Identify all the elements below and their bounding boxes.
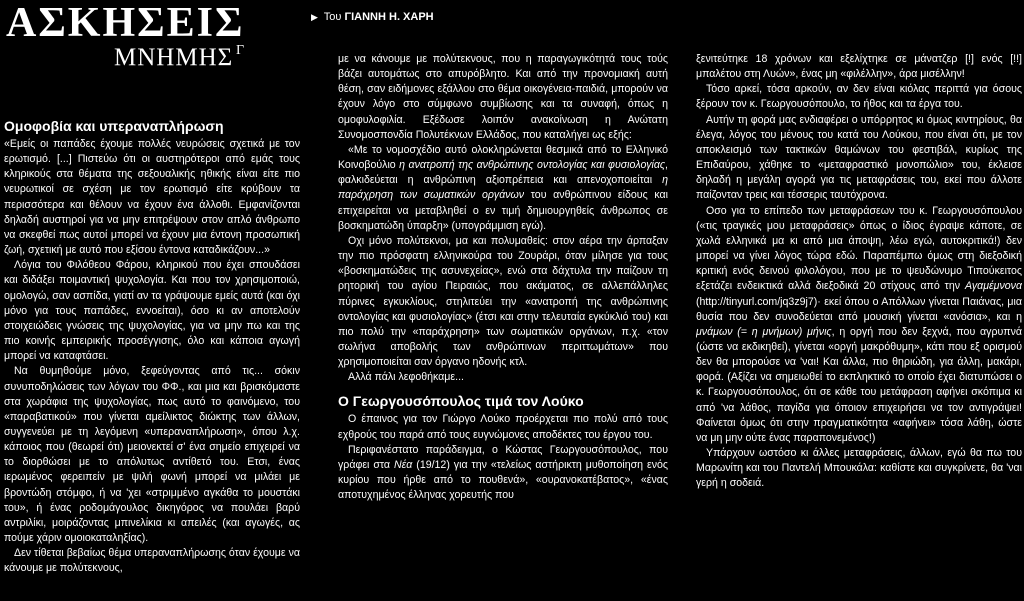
paragraph: ξενιτεύτηκε 18 χρόνων και εξελίχτηκε σε μάνατζερ [!] ενός [!!] μπαλέτου στη Λυών», ένας μη «φιλέλλην», άρα μισέλλην! <box>696 53 1022 81</box>
text-run: Περιφανέστατο παράδειγμα, ο Κώστας Γεωργουσόπουλος, που γράφει στα <box>338 443 668 471</box>
emphasis-text: Νέα <box>393 458 413 471</box>
byline-author: ΓΙΑΝΝΗ Η. ΧΑΡΗ <box>344 11 434 23</box>
play-arrow-icon: ▶ <box>311 12 318 22</box>
emphasis-text: Αγαμέμνονα <box>964 280 1022 293</box>
emphasis-text: μνάμων (= η μνήμων) μήνις <box>696 325 832 338</box>
paragraph <box>338 143 668 234</box>
paragraph: Ο έπαινος για τον Γιώργο Λούκο προέρχεται πιο πολύ από τους εχθρούς του παρά από τους ευγνώμονες αποδέκτες του έργου του. <box>338 413 668 441</box>
paragraph: Δεν τίθεται βεβαίως θέμα υπεραναπλήρωσης όταν έχουμε να κάνουμε με πολύτεκνους, <box>4 547 300 575</box>
paragraph: «Εμείς οι παπάδες έχουμε πολλές νευρώσεις σχετικά με τον ερωτισμό. [...] Πιστεύω ότι οι αυστηρότεροι από εμάς τους κληρικούς στα θέματα της σεξουαλικής ηθικής είναι είτε πιο νευρωτικοί σε σχέση με τον ερωτισμό είτε κρύβουν τα περισσότερα και θέλουν να έχουν ένα άλλοθι. Εμφανίζονται δηλαδή αυστηροί για να μην επιτρέψουν στον απλό άνθρωπο να σκεφθεί πως αυτοί μπορεί να έχουν μια έντονη προσωπική ζωή, σχετική με αυτό που εξίσου έντονα καταδικάζουν...» <box>4 138 300 257</box>
emphasis-text: η παράχρηση των σωματικών οργάνων <box>338 174 668 202</box>
paragraph <box>338 443 668 504</box>
masthead-subtitle: ΜΝΗΜΗΣ <box>114 44 234 71</box>
paragraph: Αυτήν τη φορά μας ενδιαφέρει ο υπόρρητος κι όμως κιντηρίους, θα έλεγα, λόγος του μένους του κατά του Λούκου, που είναι ότι, με τον αποκλεισμό των τακτικών θαμώνων του φεστιβάλ, κυρίως της Επιδαύρου, χάθηκε το «μεταφραστικό μονοπώλιο» του, έκλεισε δηλαδή η μεγάλη αγορά για τις μεταφράσεις του, εκεί που άλλοτε παίζονταν τρεις και τέσσερις ταυτόχρονα. <box>696 113 1022 202</box>
byline-prefix: Του <box>323 11 342 23</box>
text-run: (http://tinyurl.com/jq3z9j7)· εκεί όπου ο Απόλλων γίνεται Παιάνας, μια θυσία που δεν συνοδεύεται από μουσική γίνεται «ανόσια», και η <box>696 295 1022 323</box>
text-run: «Με το νομοσχέδιο αυτό ολοκληρώνεται θεσμικά από το Ελληνικό Κοινοβούλιο <box>338 143 668 172</box>
section-heading-homophobia: Ομοφοβία και υπεραναπλήρωση <box>4 118 224 134</box>
text-run: , η οργή που δεν ξεχνά, που αγρυπνά (ώστε να εκδικηθεί), γίνεται «οργή μακρόθυμη», κάτι που εξ ορισμού δεν θα μπορούσε να 'ναι! Και άλλα, πιο θηριώδη, για άλλη, μακάρι, φορά. (Αξίζει να σημειωθεί το εκπληκτικό το οποίο έχει διατυπώσει ο κ. Γεωργουσόπουλος, ότι σε κάθε του μετάφραση αφήνει σκόπιμα κι από 'να λάθος, παγίδα για όποιον επιχειρήσει να τον αντιγράψει! Φαίνεται όμως ότι στην πραγματικότητα «αφήνει» τόσα λάθη, ώστε να μη μην ούτε ένας παραπονεμένος!) <box>696 325 1022 444</box>
column-3 <box>696 52 1022 601</box>
byline <box>311 12 434 23</box>
text-run: (19/12) για την «τελείως αστήρικτη μυθοποίηση ενός κυρίου που ήρθε από το πουθενά», «ουρανοκατέβατος», «ένας αποτυχημένος έλληνας χορευτής που <box>338 458 668 502</box>
text-run: Οσο για το επίπεδο των μεταφράσεων του κ. Γεωργουσόπουλου («τις τραγικές μου μεταφράσεις» όπως ο ίδιος έγραψε κάποτε, σε χωλά ελληνικά μα κι από μια άποψη, λέω εγώ, αυτοκριτικά!) δεν μπορεί να γίνει λόγος τώρα εδώ. Παραπέμπω όμως στη διεξοδική κριτική ενός δεινού φιλολόγου, που με το ψευδώνυμο Τιπούκειτος εξετάζει ενδεικτικά αλλά διεξοδικά 20 στίχους από την <box>696 204 1022 293</box>
section-heading-loukos: Ο Γεωργουσόπουλος τιμά τον Λούκο <box>338 393 584 410</box>
paragraph: Να θυμηθούμε μόνο, ξεφεύγοντας από τις... σόκιν συνυποδηλώσεις των λόγων του ΦΦ., και μια και βρισκόμαστε στα χωράφια της ψυχολογίας, πως αυτό το φαινόμενο, του «παραβατικού» που γίνεται αμείλικτος διώκτης των άλλων, συγγενεύει με τη λεγόμενη «υπεραναπλήρωση», όπου λ.χ. κάποιος που (θεωρεί ότι) μειονεκτεί σ' ένα σημείο επιχειρεί να το διορθώσει με το απόλυτως αντίθετό του. Ετσι, ένας ιερωμένος φερειπείν με ψιλή φωνή μπορεί να μιλάει με βροντώδη στόμφο, ή να 'χει «στριμμένο αγκάθα το μουστάκι του», ή ένας ροδομάγουλος δικηγόρος να πουλάει βαρύ αντριλίκι, μοιράζοντας μπινελίκια κι απειλές (και αγωγές, ας πούμε χάριν ομοιοκαταληξίας). <box>4 365 300 545</box>
column-2 <box>338 52 668 601</box>
masthead-mark: Γ <box>236 43 245 58</box>
text-run: του ανθρώπινου είδους και επιχειρείται να μεταβληθεί ο εν τιμή δημιουργηθείς άνθρωπος σε βοσκηματώδη ύπαρξη» (υπογράμμιση εγώ). <box>338 189 668 232</box>
paragraph <box>696 204 1022 447</box>
column-1 <box>4 117 300 601</box>
paragraph: Τόσο αρκεί, τόσα αρκούν, αν δεν είναι κιόλας περιττά για όσους ξέρουν τον κ. Γεωργουσόπουλο, το ήθος και τα έργα του. <box>696 83 1022 111</box>
emphasis-text: η ανατροπή της ανθρώπινης οντολογίας και φυσιολογίας <box>399 159 666 172</box>
paragraph: Οχι μόνο πολύτεκνοι, μα και πολυμαθείς: στον αέρα την άρπαξαν την πιο πρόσφατη ελληνικούρα του Ζουράρι, όταν μίλησε για τους «βοσκηματώδεις της ασυνεχείας», ενώ στα δάχτυλα την παίζουν τη ρητορική του αγίου Πειραιώς, που ακάματος, σε αλλεπάλληλες πύρινες εγκυκλίους, στηλιτεύει την «ανατροπή της ανθρώπινης οντολογίας και φυσιολογίας» (έτσι και στην τελευταία εγκύκλιό του) και πιο πολύ την «παράχρηση» των σωματικών οργάνων, π.χ. «τον σωλήνα αποβολής των ανθρώπινων περιττωμάτων» που χρησιμοποιείται σαν όργανο ηδονής κτλ. <box>338 234 668 369</box>
paragraph: Υπάρχουν ωστόσο κι άλλες μεταφράσεις, άλλων, εγώ θα πω του Μαρωνίτη και του Παντελή Μπουκάλα: καθίστε και συγκρίνετε, θα 'ναι γερή η σοδειά. <box>696 447 1022 490</box>
masthead-title: ΑΣΚΗΣΕΙΣ <box>6 0 245 46</box>
paragraph: με να κάνουμε με πολύτεκνους, που η παραγωγικότητά τους τούς βάζει αυτομάτως στο απυρόβλητο. Και από την προνομιακή αυτή θέση, σαν ειδήμονες εξάλλου στο θέμα οικογένεια-παιδιά, μπορούν να έχουν λόγο στο σύμφωνο συμβίωσης και τα συναφή, όπως η ομοφυλοφιλία. Εξέδωσε λοιπόν ανακοίνωση η Ανώτατη Συνομοσπονδία Πολυτέκνων Ελλάδος, που καταλήγει ως εξής: <box>338 53 668 141</box>
paragraph: Λόγια του Φιλόθεου Φάρου, κληρικού που έχει σπουδάσει και διδάξει ποιμαντική ψυχολογία. Και που τον χρησιμοποιώ, ομολογώ, σαν ασπίδα, γιατί αν τα γράψουμε εμείς αυτά (και όχι μόνο για τους παπάδες, εννοείται), όσο κι αν αποτελούν στοιχειώδεις γνώσεις της ψυχολογίας, για να μην πω και της πιο κοινής εμπειρικής προσέγγισης, όλο και κάποια αγωγή μπορεί να καταφτάσει. <box>4 259 300 363</box>
text-run: , φαλκιδεύεται η ανθρώπινη αξιοπρέπεια και απενοχοποιείται <box>338 159 668 187</box>
paragraph: Αλλά πάλι λεφοθήκαμε... <box>348 371 464 384</box>
